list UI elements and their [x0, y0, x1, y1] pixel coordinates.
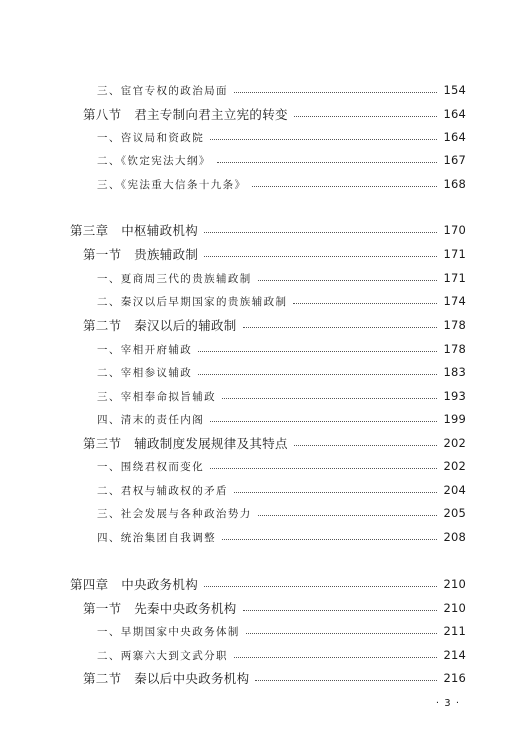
toc-entry[interactable] [97, 456, 466, 476]
toc-entry-page: 210 [443, 601, 466, 615]
toc-entry-page: 164 [443, 130, 466, 144]
dot-leader [252, 186, 437, 187]
toc-entry[interactable] [97, 645, 466, 665]
toc-entry-title: 第三节 辅政制度发展规律及其特点 [83, 436, 288, 451]
dot-leader [294, 116, 438, 117]
dot-leader [243, 327, 438, 328]
toc-entry[interactable] [97, 527, 466, 547]
toc-entry[interactable] [83, 433, 466, 453]
toc-entry-page: 171 [443, 247, 466, 261]
dot-leader [234, 657, 438, 658]
toc-entry-title: 第三章 中枢辅政机构 [70, 223, 199, 238]
toc-entry-page: 168 [443, 177, 466, 191]
toc-entry[interactable] [83, 598, 466, 618]
toc-entry-page: 154 [443, 83, 466, 97]
toc-entry-page: 210 [443, 577, 466, 591]
toc-entry-page: 174 [443, 294, 466, 308]
toc-entry[interactable] [97, 291, 466, 311]
toc-entry-title: 第二节 秦以后中央政务机构 [83, 671, 250, 686]
toc-entry-title: 三、宦官专权的政治局面 [97, 84, 228, 97]
toc-entry-page: 202 [443, 436, 466, 450]
toc-entry-page: 178 [443, 342, 466, 356]
toc-entry-title: 三、宰相奉命拟旨辅政 [97, 390, 216, 403]
toc-entry-page: 170 [443, 223, 466, 237]
dot-leader [198, 374, 437, 375]
toc-entry-title: 二、宰相参议辅政 [97, 366, 193, 379]
toc-entry-page: 199 [443, 412, 466, 426]
dot-leader [234, 492, 438, 493]
toc-entry-page: 214 [443, 648, 466, 662]
toc-entry-page: 208 [443, 530, 466, 544]
toc-entry-title: 第二节 秦汉以后的辅政制 [83, 318, 237, 333]
dot-leader [204, 256, 437, 257]
toc-entry[interactable] [97, 386, 466, 406]
toc-entry-title: 第八节 君主专制向君主立宪的转变 [83, 107, 288, 122]
dot-leader [222, 398, 437, 399]
dot-leader [293, 303, 437, 304]
dot-leader [222, 539, 437, 540]
toc-entry-page: 205 [443, 506, 466, 520]
dot-leader [198, 351, 437, 352]
toc-entry-page: 193 [443, 389, 466, 403]
toc-entry[interactable] [97, 80, 466, 100]
dot-leader [210, 139, 437, 140]
toc-entry[interactable] [70, 220, 466, 240]
toc-entry-title: 一、咨议局和资政院 [97, 131, 205, 144]
toc-entry[interactable] [97, 480, 466, 500]
toc-entry-title: 二、君权与辅政权的矛盾 [97, 484, 228, 497]
toc-entry-title: 第四章 中央政务机构 [70, 577, 199, 592]
toc-entry-page: 171 [443, 271, 466, 285]
toc-entry-title: 一、宰相开府辅政 [97, 343, 193, 356]
toc-entry[interactable] [97, 174, 466, 194]
toc-entry-title: 二、秦汉以后早期国家的贵族辅政制 [97, 295, 288, 308]
toc-entry-title: 三、社会发展与各种政治势力 [97, 507, 252, 520]
toc-entry[interactable] [97, 339, 466, 359]
dot-leader [258, 280, 438, 281]
toc-entry-page: 164 [443, 107, 466, 121]
dot-leader [204, 232, 437, 233]
toc-entry-page: 183 [443, 365, 466, 379]
toc-entry-page: 167 [443, 153, 466, 167]
toc-entry[interactable] [97, 621, 466, 641]
toc-entry-page: 204 [443, 483, 466, 497]
dot-leader [246, 633, 438, 634]
page-number: · 3 · [435, 698, 460, 709]
toc-entry[interactable] [97, 503, 466, 523]
toc-entry[interactable] [83, 244, 466, 264]
toc-entry-title: 一、早期国家中央政务体制 [97, 625, 240, 638]
toc-entry[interactable] [97, 150, 466, 170]
toc-entry[interactable] [97, 268, 466, 288]
toc-entry-title: 三、《宪法重大信条十九条》 [97, 178, 247, 191]
dot-leader [243, 610, 438, 611]
dot-leader [210, 468, 437, 469]
toc-entry-page: 216 [443, 671, 466, 685]
toc-entry-page: 178 [443, 318, 466, 332]
dot-leader [234, 92, 438, 93]
toc-entry-title: 第一节 先秦中央政务机构 [83, 601, 237, 616]
toc-entry-title: 二、两寨六大到文武分职 [97, 649, 228, 662]
toc-entry-title: 二、《钦定宪法大纲》 [97, 154, 211, 167]
toc-entry[interactable] [83, 104, 466, 124]
toc-entry-title: 四、统治集团自我调整 [97, 531, 216, 544]
dot-leader [294, 445, 438, 446]
toc-entry-title: 第一节 贵族辅政制 [83, 247, 199, 262]
dot-leader [255, 680, 437, 681]
toc-entry[interactable] [97, 362, 466, 382]
toc-entry[interactable] [70, 574, 466, 594]
dot-leader [210, 421, 437, 422]
toc-entry-title: 四、清末的责任内阁 [97, 413, 205, 426]
toc-entry[interactable] [97, 127, 466, 147]
dot-leader [258, 515, 438, 516]
toc-entry-title: 一、围绕君权而变化 [97, 460, 205, 473]
toc-entry-title: 一、夏商周三代的贵族辅政制 [97, 272, 252, 285]
toc-entry[interactable] [83, 668, 466, 688]
toc-entry[interactable] [97, 409, 466, 429]
dot-leader [217, 162, 438, 163]
toc-entry-page: 211 [443, 624, 466, 638]
toc-entry-page: 202 [443, 459, 466, 473]
toc-entry[interactable] [83, 315, 466, 335]
dot-leader [204, 586, 437, 587]
